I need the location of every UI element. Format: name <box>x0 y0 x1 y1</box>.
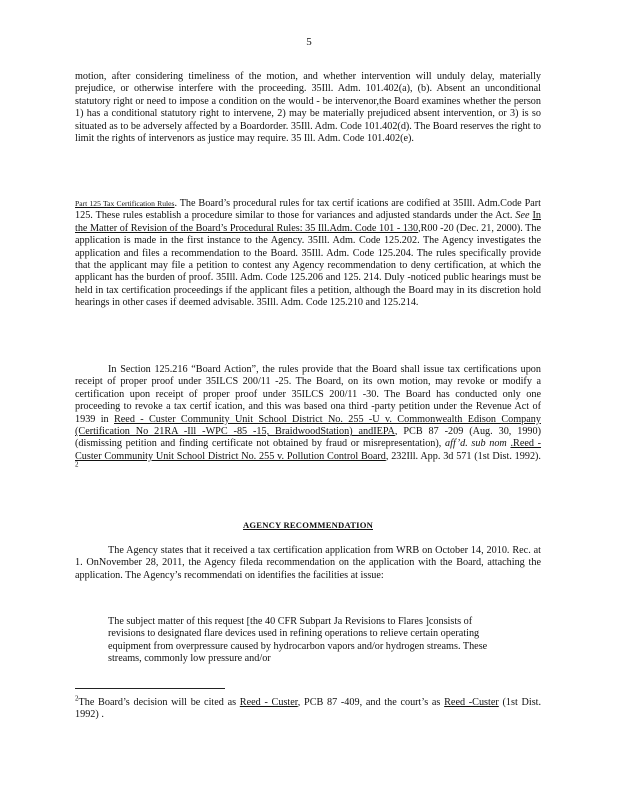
paragraph-part-125 <box>75 198 541 310</box>
page-number: 5 <box>306 36 312 48</box>
footnote-divider <box>75 688 225 689</box>
section-lead: Part 125 Tax Certification Rules <box>75 199 175 208</box>
section-heading: AGENCY RECOMMENDATION <box>242 520 373 530</box>
case-citation: Reed - Custer <box>239 697 298 708</box>
block-quote: The subject matter of this request [the 40 CFR Subpart Ja Revisions to Flares ]consists of revisions to designated flare devices used in refining operations to relieve certain operating equipment from overpressure caused by hydrocarbon vapors and/or hydrogen streams. These streams, commonly low pressure and/or <box>108 616 488 665</box>
footnote-text: , PCB 87 -409, and the court’s as <box>297 697 441 708</box>
footnote-mark: 2 <box>75 694 79 703</box>
footnote-text: The Board’s decision will be cited as <box>78 697 237 708</box>
paragraph-text: , PCB 87 -209 (Aug. 30, 1990) (dismissing petition and finding certificate not obtained by fraud or misrepresentation), <box>75 426 542 450</box>
paragraph-text: , 232Ill. App. 3d 571 (1st Dist. 1992). <box>385 450 541 462</box>
case-citation: Reed -Custer <box>444 697 499 708</box>
citation-signal: aff’d. sub nom <box>445 438 507 450</box>
footnote <box>75 694 542 722</box>
case-citation: .Reed - Custer Community Unit School District No. 255 v. Pollution Control Board <box>75 438 542 462</box>
paragraph-agency-recommendation: The Agency states that it received a tax certification application from WRB on October 14, 2010. Rec. at 1. OnNovember 28, 2011, the Agency fileda recommendation on the application with the Board, attaching the application. The Agency’s recommendati on identifies the facilities at issue: <box>75 545 541 581</box>
case-citation: Reed - Custer Community Unit School District No. 255 -U v. Commonwealth Edison Company (Certification No 21RA -Ill -WPC -85 -15, BraidwoodStation) andIEPA <box>75 413 541 438</box>
footnote-mark: 2 <box>75 460 79 469</box>
footnote-text: (1st Dist. 1992) . <box>75 697 542 721</box>
paragraph-board-action <box>75 364 541 476</box>
paragraph-text: . The Board’s procedural rules for tax certif ications are codified at 35Ill. Adm.Code Part 125. These rules establish a procedure similar to those for variances and adjusted standards under the Act. <box>75 198 541 222</box>
case-citation: In the Matter of Revision of the Board’s Procedural Rules: 35 Ill.Adm. Code 101 - 130 <box>75 210 541 234</box>
citation-signal: See <box>515 210 530 222</box>
paragraph-intervention: motion, after considering timeliness of the motion, and whether intervention will unduly delay, materially prejudice, or otherwise interfere with the proceeding. 35Ill. Adm. 101.402(a), (b). Absent an unconditional statutory right or need to impose a condition on the would - be intervenor,the Board examines whether the person 1) has a conditional statutory right to intervene, 2) may be materially prejudiced absent intervention, or 3) is so situated as to be adversely affected by a Boardorder. 35Ill. Adm. Code 101.402(d). The Board reserves the right to limit the rights of intervenors as justice may require. 35 Ill. Adm. Code 101.402(e). <box>75 71 541 145</box>
paragraph-text: ,R00 -20 (Dec. 21, 2000). The application is made in the first instance to the Agency. 35Ill. Adm. Code 125.202. The Agency investigates the application and files a recommendation to the Board. 35Ill. Adm. Code 125.204. The rules specifically provide that the applicant may file a petition to contest any Agency recommendation to deny certification, at which the applicant has the burden of proof. 35Ill. Adm. Code 125.206 and 125. 214. Duly -noticed public hearings must be held in tax certification proceedings if the applicant files a petition, although the Board may in its discretion hold hearings in other cases if deemed advisable. 35Ill. Adm. Code 125.210 and 125.214. <box>75 222 541 309</box>
paragraph-text: In Section 125.216 “Board Action”, the rules provide that the Board shall issue tax certifications upon receipt of proper proof under 35ILCS 200/11 -25. The Board, on its own motion, may revoke or modify a certification upon receipt of proper proof under 35ILCS 200/11 -30. The Board has conducted only one proceeding to revoke a tax certif ication, and this was based ona third -party petition under the Revenue Act of 1939 in <box>75 364 541 425</box>
